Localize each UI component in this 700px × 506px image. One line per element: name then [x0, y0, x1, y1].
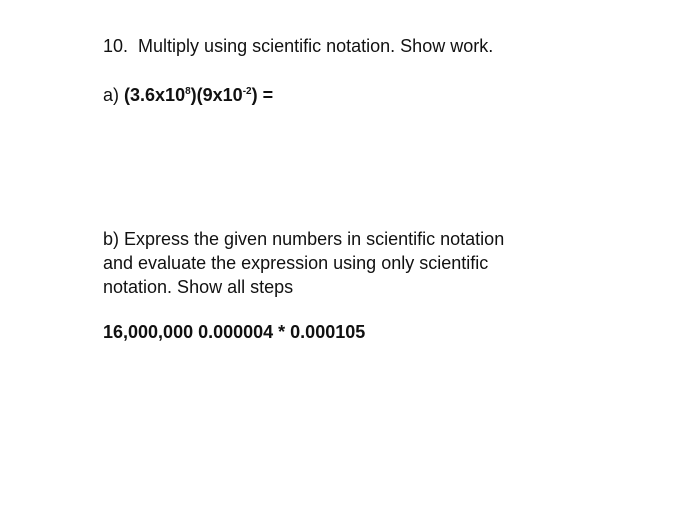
part-a-exponent1: 8 — [185, 86, 191, 97]
part-b-expression: 16,000,000 0.000004 * 0.000105 — [103, 322, 366, 342]
part-b-line-2: and evaluate the expression using only scientific — [103, 253, 489, 273]
question-number: 10. — [103, 36, 129, 56]
part-a-factor2: )(9x10 — [190, 85, 243, 105]
part-a-label: a) — [103, 85, 120, 105]
question-text: Multiply using scientific notation. Show work. — [138, 36, 494, 56]
part-b-line-3: notation. Show all steps — [103, 277, 294, 297]
part-a-equals: ) = — [251, 85, 274, 105]
part-a — [103, 83, 273, 111]
part-b-line-1: b) Express the given numbers in scientific notation — [103, 229, 505, 249]
part-a-exponent2: -2 — [242, 86, 252, 97]
question-title — [103, 34, 493, 58]
part-a-expression — [124, 85, 273, 105]
part-b-instructions — [103, 227, 504, 299]
part-a-factor1: (3.6x10 — [124, 85, 186, 105]
